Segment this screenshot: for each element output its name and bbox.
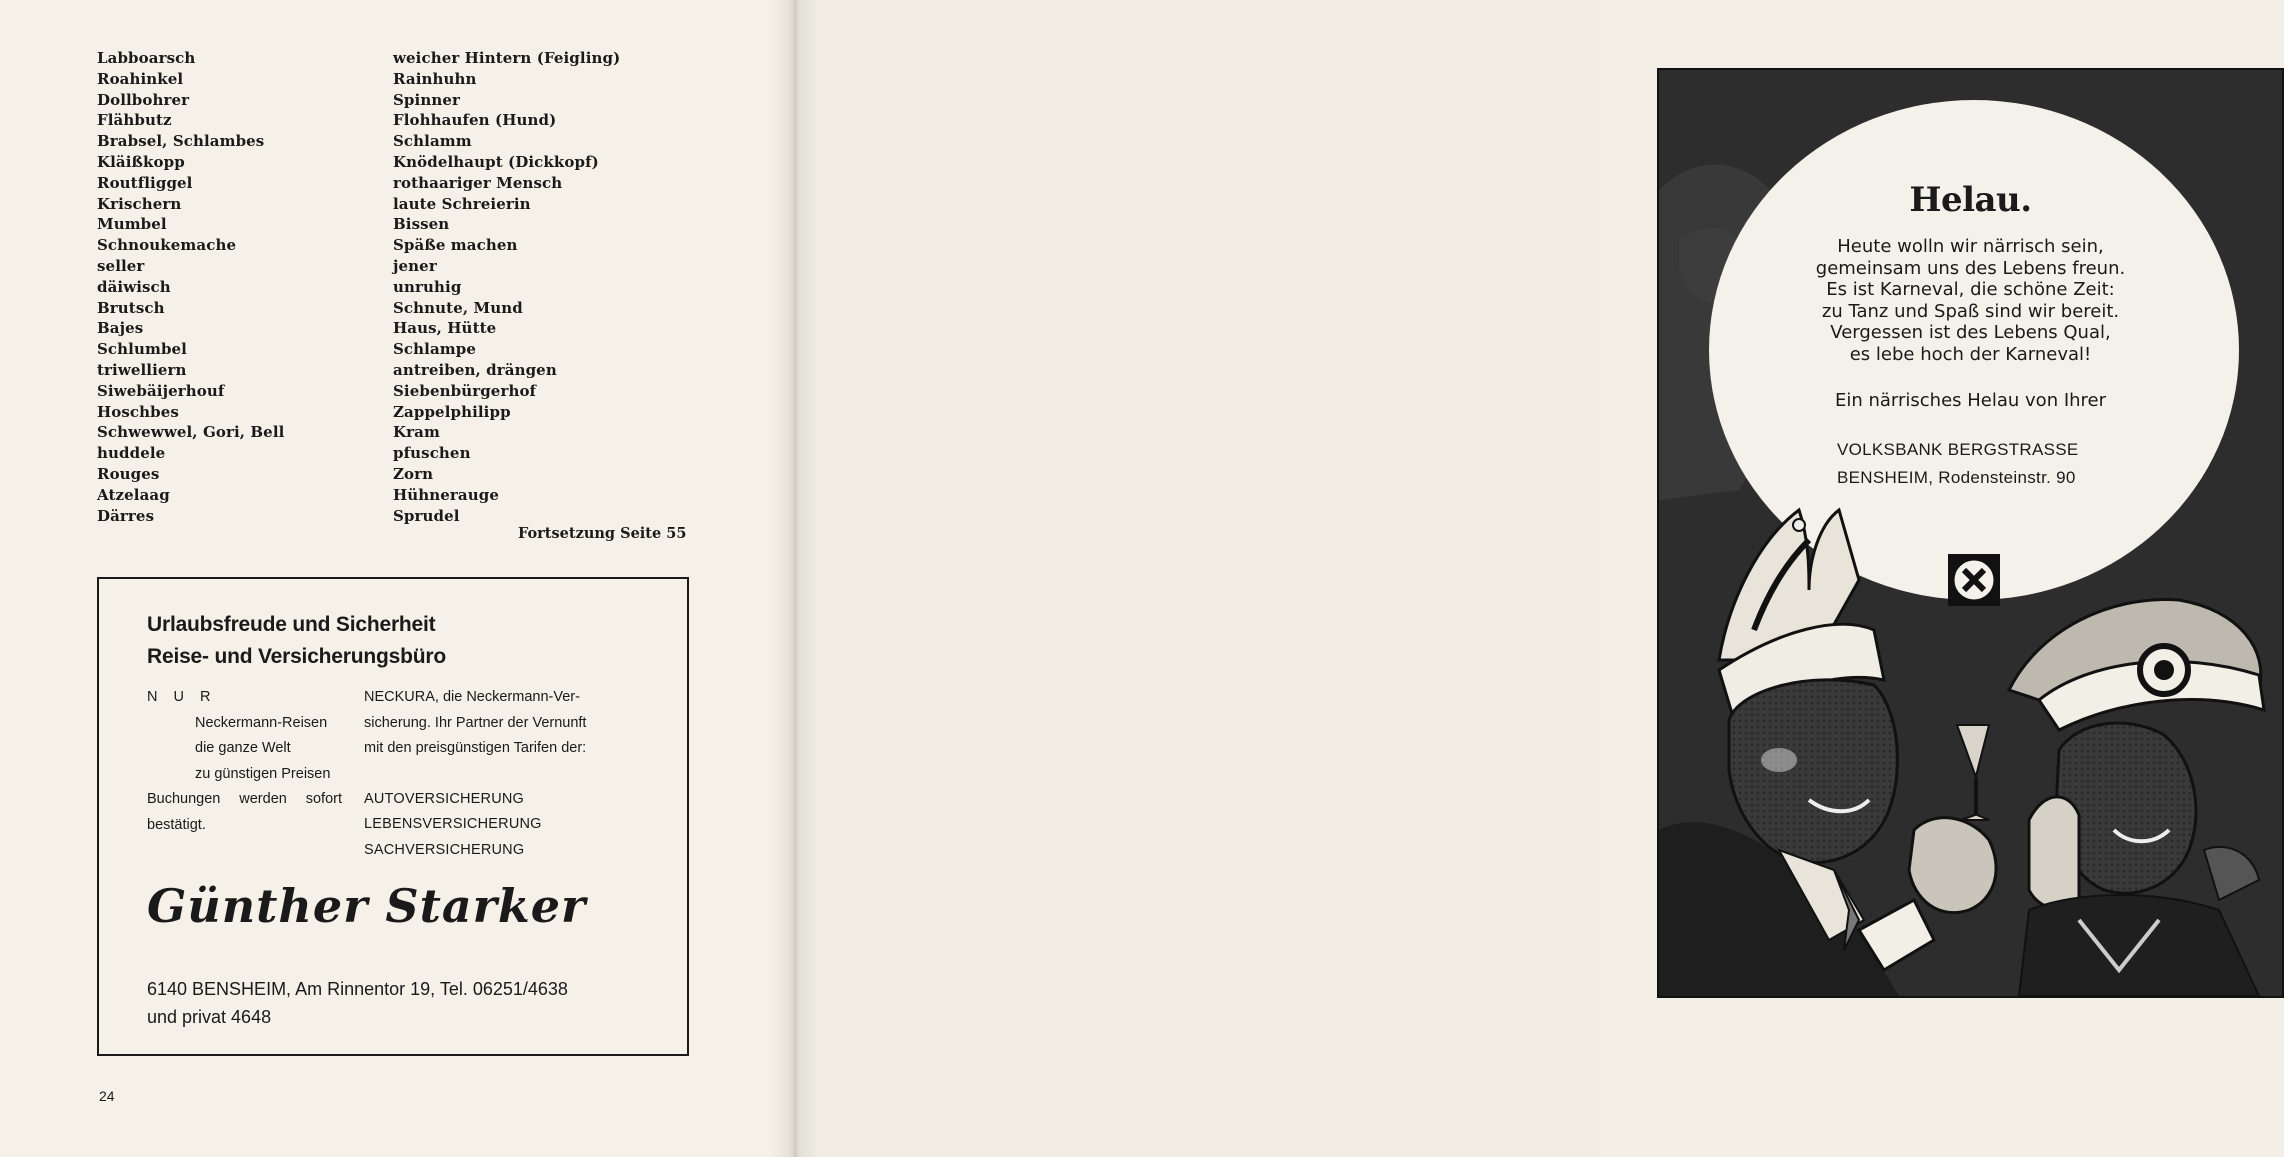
dialect-word: däiwisch (97, 277, 171, 296)
dialect-word: Flähbutz (97, 111, 172, 130)
continuation-note: Fortsetzung Seite 55 (518, 525, 687, 542)
dialect-word: Atzelaag (97, 485, 170, 504)
travel-offer-text (147, 685, 342, 838)
left-page (0, 0, 790, 1157)
poem-line: Vergessen ist des Lebens Qual, (1830, 322, 2111, 343)
meaning-entry: Schlamm (393, 132, 472, 151)
meaning-entry: antreiben, drängen (393, 360, 557, 379)
dialect-word: Labboarsch (97, 49, 196, 67)
offer-line: N U R (147, 689, 217, 705)
meaning-entry: pfuschen (393, 444, 471, 463)
dialect-word: Dollbohrer (97, 90, 190, 109)
meaning-entry: Späße machen (393, 236, 518, 255)
offer-line: die ganze Welt (195, 740, 291, 756)
meaning-entry: Sprudel (393, 506, 460, 525)
dialect-word: Schnoukemache (97, 236, 237, 255)
insurance-text (364, 685, 586, 863)
carnival-bank-ad (1657, 68, 2284, 998)
travel-agency-ad (97, 577, 689, 1056)
meaning-entry: Rainhuhn (393, 69, 477, 88)
meaning-entry: Zorn (393, 464, 434, 483)
dialect-word: Mumbel (97, 215, 167, 234)
dialect-word: seller (97, 256, 145, 275)
meaning-entry: Kram (393, 423, 440, 442)
meaning-entry: Hühnerauge (393, 485, 499, 504)
offer-line: bestätigt. (147, 816, 206, 833)
address-line: 6140 BENSHEIM, Am Rinnentor 19, Tel. 06251/4638 (147, 979, 568, 999)
agency-address (147, 975, 568, 1031)
dialect-word: Rouges (97, 464, 160, 483)
dialect-word: Siwebäijerhouf (97, 381, 225, 400)
ad-title: Helau. (1909, 180, 2032, 220)
carnival-poem (1659, 236, 2282, 365)
hand-with-glass (1909, 818, 1996, 913)
dialect-word: Bajes (97, 319, 144, 338)
poem-line: gemeinsam uns des Lebens freun. (1815, 257, 2126, 279)
dialect-word: Roahinkel (97, 69, 184, 88)
meaning-entry: Schlampe (393, 340, 476, 359)
dialect-word: Schlumbel (97, 340, 187, 359)
dialect-word: Hoschbes (97, 402, 179, 421)
poem-line: Heute wolln wir närrisch sein, (1837, 236, 2104, 257)
insurance-type: AUTOVERSICHERUNG (364, 790, 525, 807)
meaning-entry: laute Schreierin (393, 194, 531, 213)
meaning-entry: Bissen (393, 215, 450, 234)
insurance-line: NECKURA, die Neckermann-Ver- (364, 689, 580, 705)
volksbank-logo-icon (1948, 554, 2000, 606)
dialect-word: Därres (97, 506, 155, 525)
dialect-word: Kläißkopp (97, 152, 185, 171)
poem-line: zu Tanz und Spaß sind wir bereit. (1821, 300, 2120, 322)
insurance-type: LEBENSVERSICHERUNG (364, 816, 542, 832)
meaning-entry: rothaariger Mensch (393, 173, 563, 192)
dialect-word: Brabsel, Schlambes (97, 132, 265, 151)
offer-line: Buchungen werden sofort (147, 791, 342, 807)
meaning-entry: Haus, Hütte (393, 319, 497, 338)
meaning-list (393, 48, 620, 526)
meaning-entry: weicher Hintern (Feigling) (393, 49, 621, 67)
ad-headline-2: Reise- und Versicherungsbüro (147, 645, 446, 668)
bank-name: VOLKSBANK BERGSTRASSE (1837, 440, 2079, 459)
poem-line: es lebe hoch der Karneval! (1849, 343, 2092, 365)
offer-line: zu günstigen Preisen (195, 765, 331, 782)
greeting-line: Ein närrisches Helau von Ihrer (1834, 390, 2107, 411)
bank-address: BENSHEIM, Rodensteinstr. 90 (1837, 468, 2076, 487)
meaning-entry: Siebenbürgerhof (393, 381, 537, 400)
meaning-entry: Zappelphilipp (393, 402, 511, 421)
meaning-entry: Flohhaufen (Hund) (393, 111, 557, 130)
woman-glove (2029, 797, 2079, 909)
address-line: und privat 4648 (147, 1007, 272, 1027)
dialect-word: Routfliggel (97, 173, 193, 192)
insurance-line: mit den preisgünstigen Tarifen der: (364, 740, 587, 756)
agency-owner-name: Günther Starker (147, 879, 587, 933)
dialect-word-list (97, 48, 284, 526)
dialect-word: Brutsch (97, 298, 165, 317)
insurance-line: sicherung. Ihr Partner der Vernunft (364, 714, 587, 731)
right-page (790, 0, 2126, 1157)
offer-line: Neckermann-Reisen (195, 714, 328, 731)
insurance-type: SACHVERSICHERUNG (364, 841, 525, 858)
bank-info (1837, 436, 2079, 492)
meaning-entry: unruhig (393, 277, 462, 296)
book-gutter (770, 0, 820, 1157)
ad-headline-1: Urlaubsfreude und Sicherheit (147, 613, 436, 636)
meaning-entry: jener (393, 256, 437, 275)
dialect-word: Krischern (97, 194, 182, 213)
page-number: 24 (99, 1088, 115, 1104)
dialect-word: triwelliern (97, 360, 187, 379)
dialect-word: Schwewwel, Gori, Bell (97, 423, 285, 442)
meaning-entry: Schnute, Mund (393, 298, 523, 317)
poem-line: Es ist Karneval, die schöne Zeit: (1826, 279, 2115, 300)
meaning-entry: Knödelhaupt (Dickkopf) (393, 152, 599, 171)
dialect-word: huddele (97, 444, 166, 463)
meaning-entry: Spinner (393, 90, 460, 109)
